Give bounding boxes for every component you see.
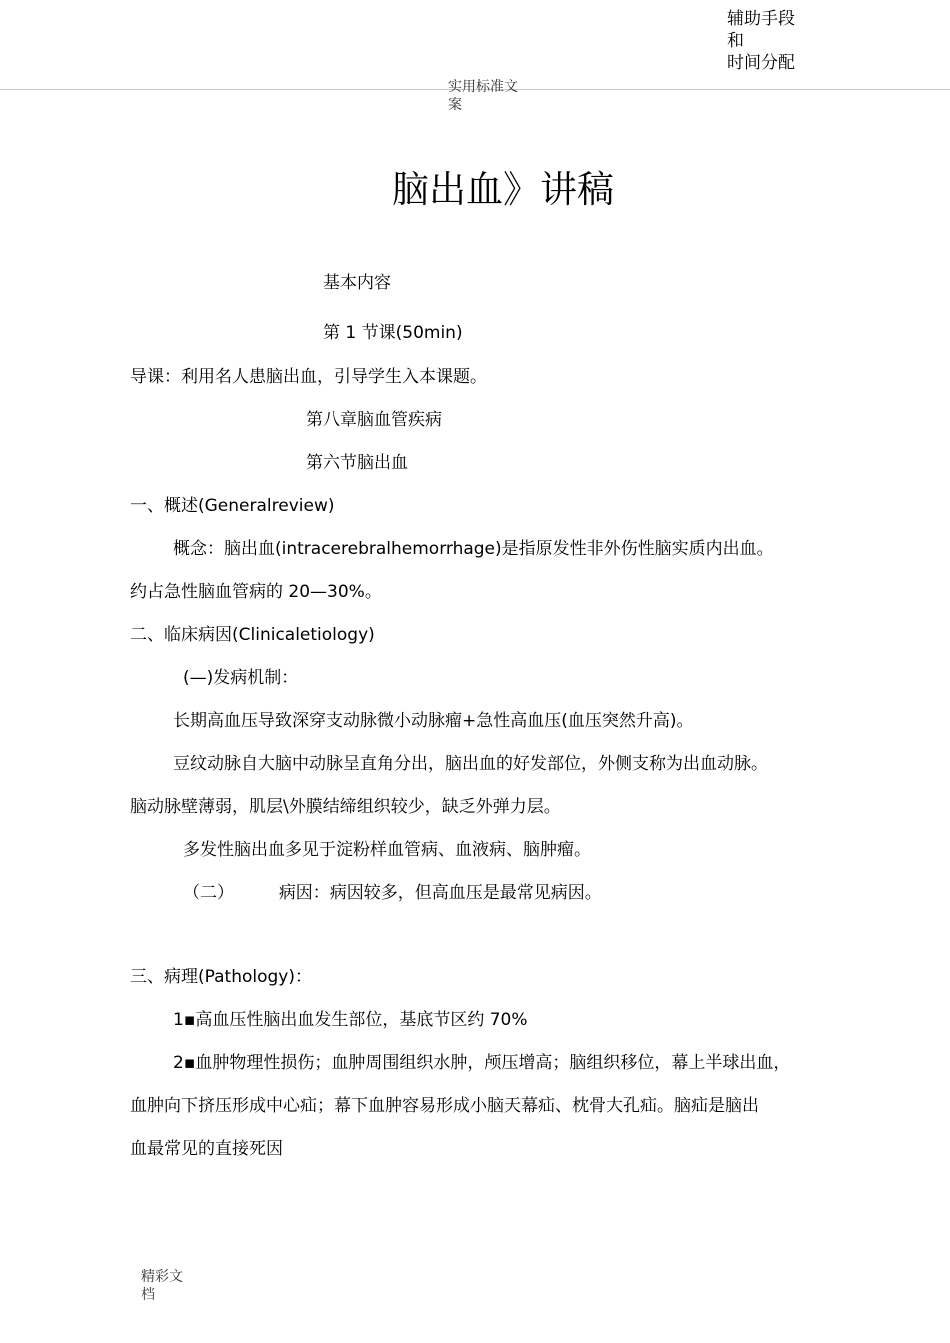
subheading-cause-label: （二） <box>183 883 234 903</box>
subheading-cause <box>183 881 602 905</box>
subheading-cause-text: 病因：病因较多，但高血压是最常见病因。 <box>278 883 602 903</box>
side-note <box>727 8 795 74</box>
side-note-line3: 时间分配 <box>727 53 795 73</box>
lesson-text: 第 1 节课(50min) <box>323 323 463 343</box>
subheading-mechanism: (—)发病机制： <box>183 668 299 688</box>
pathology-item-1: 1▪高血压性脑出血发生部位，基底节区约 70% <box>173 1010 528 1030</box>
concept-continuation: 约占急性脑血管病的 20—30%。 <box>130 582 382 602</box>
mechanism-paragraph-2: 豆纹动脉自大脑中动脉呈直角分出，脑出血的好发部位，外侧支称为出血动脉。 <box>173 754 768 774</box>
chapter-heading: 第八章脑血管疾病 <box>306 410 442 430</box>
footer-line2: 档 <box>141 1287 155 1303</box>
mechanism-paragraph-2-cont: 脑动脉壁薄弱，肌层\外膜结缔组织较少，缺乏外弹力层。 <box>130 797 561 817</box>
heading-pathology: 三、病理(Pathology)： <box>130 967 312 987</box>
mechanism-paragraph-3: 多发性脑出血多见于淀粉样血管病、血液病、脑肿瘤。 <box>183 840 591 860</box>
pathology-item-2-cont: 血肿向下挤压形成中心疝；幕下血肿容易形成小脑天幕疝、枕骨大孔疝。脑疝是脑出 <box>130 1096 759 1116</box>
basic-content-heading: 基本内容 <box>323 273 391 293</box>
page-footer <box>141 1268 183 1304</box>
intro-paragraph: 导课：利用名人患脑出血，引导学生入本课题。 <box>130 367 487 387</box>
header-line2: 案 <box>448 97 462 113</box>
heading-etiology: 二、临床病因(Clinicaletiology) <box>130 625 375 645</box>
mechanism-paragraph-1: 长期高血压导致深穿支动脉微小动脉瘤+急性高血压(血压突然升高)。 <box>173 711 694 731</box>
heading-overview: 一、概述(Generalreview) <box>130 496 335 516</box>
side-note-line2: 和 <box>727 31 744 51</box>
page-header <box>448 78 518 114</box>
pathology-item-2: 2▪血肿物理性损伤；血肿周围组织水肿，颅压增高；脑组织移位，幕上半球出血， <box>173 1053 791 1073</box>
side-note-line1: 辅助手段 <box>727 9 795 29</box>
section-heading: 第六节脑出血 <box>306 453 408 473</box>
concept-paragraph: 概念：脑出血(intracerebralhemorrhage)是指原发性非外伤性脑实质内出血。 <box>173 539 774 559</box>
footer-line1: 精彩文 <box>141 1269 183 1285</box>
header-line1: 实用标准文 <box>448 79 518 95</box>
lesson-label <box>323 321 463 345</box>
page-title: 脑出血》讲稿 <box>392 168 614 211</box>
pathology-item-2-cont2: 血最常见的直接死因 <box>130 1139 283 1159</box>
